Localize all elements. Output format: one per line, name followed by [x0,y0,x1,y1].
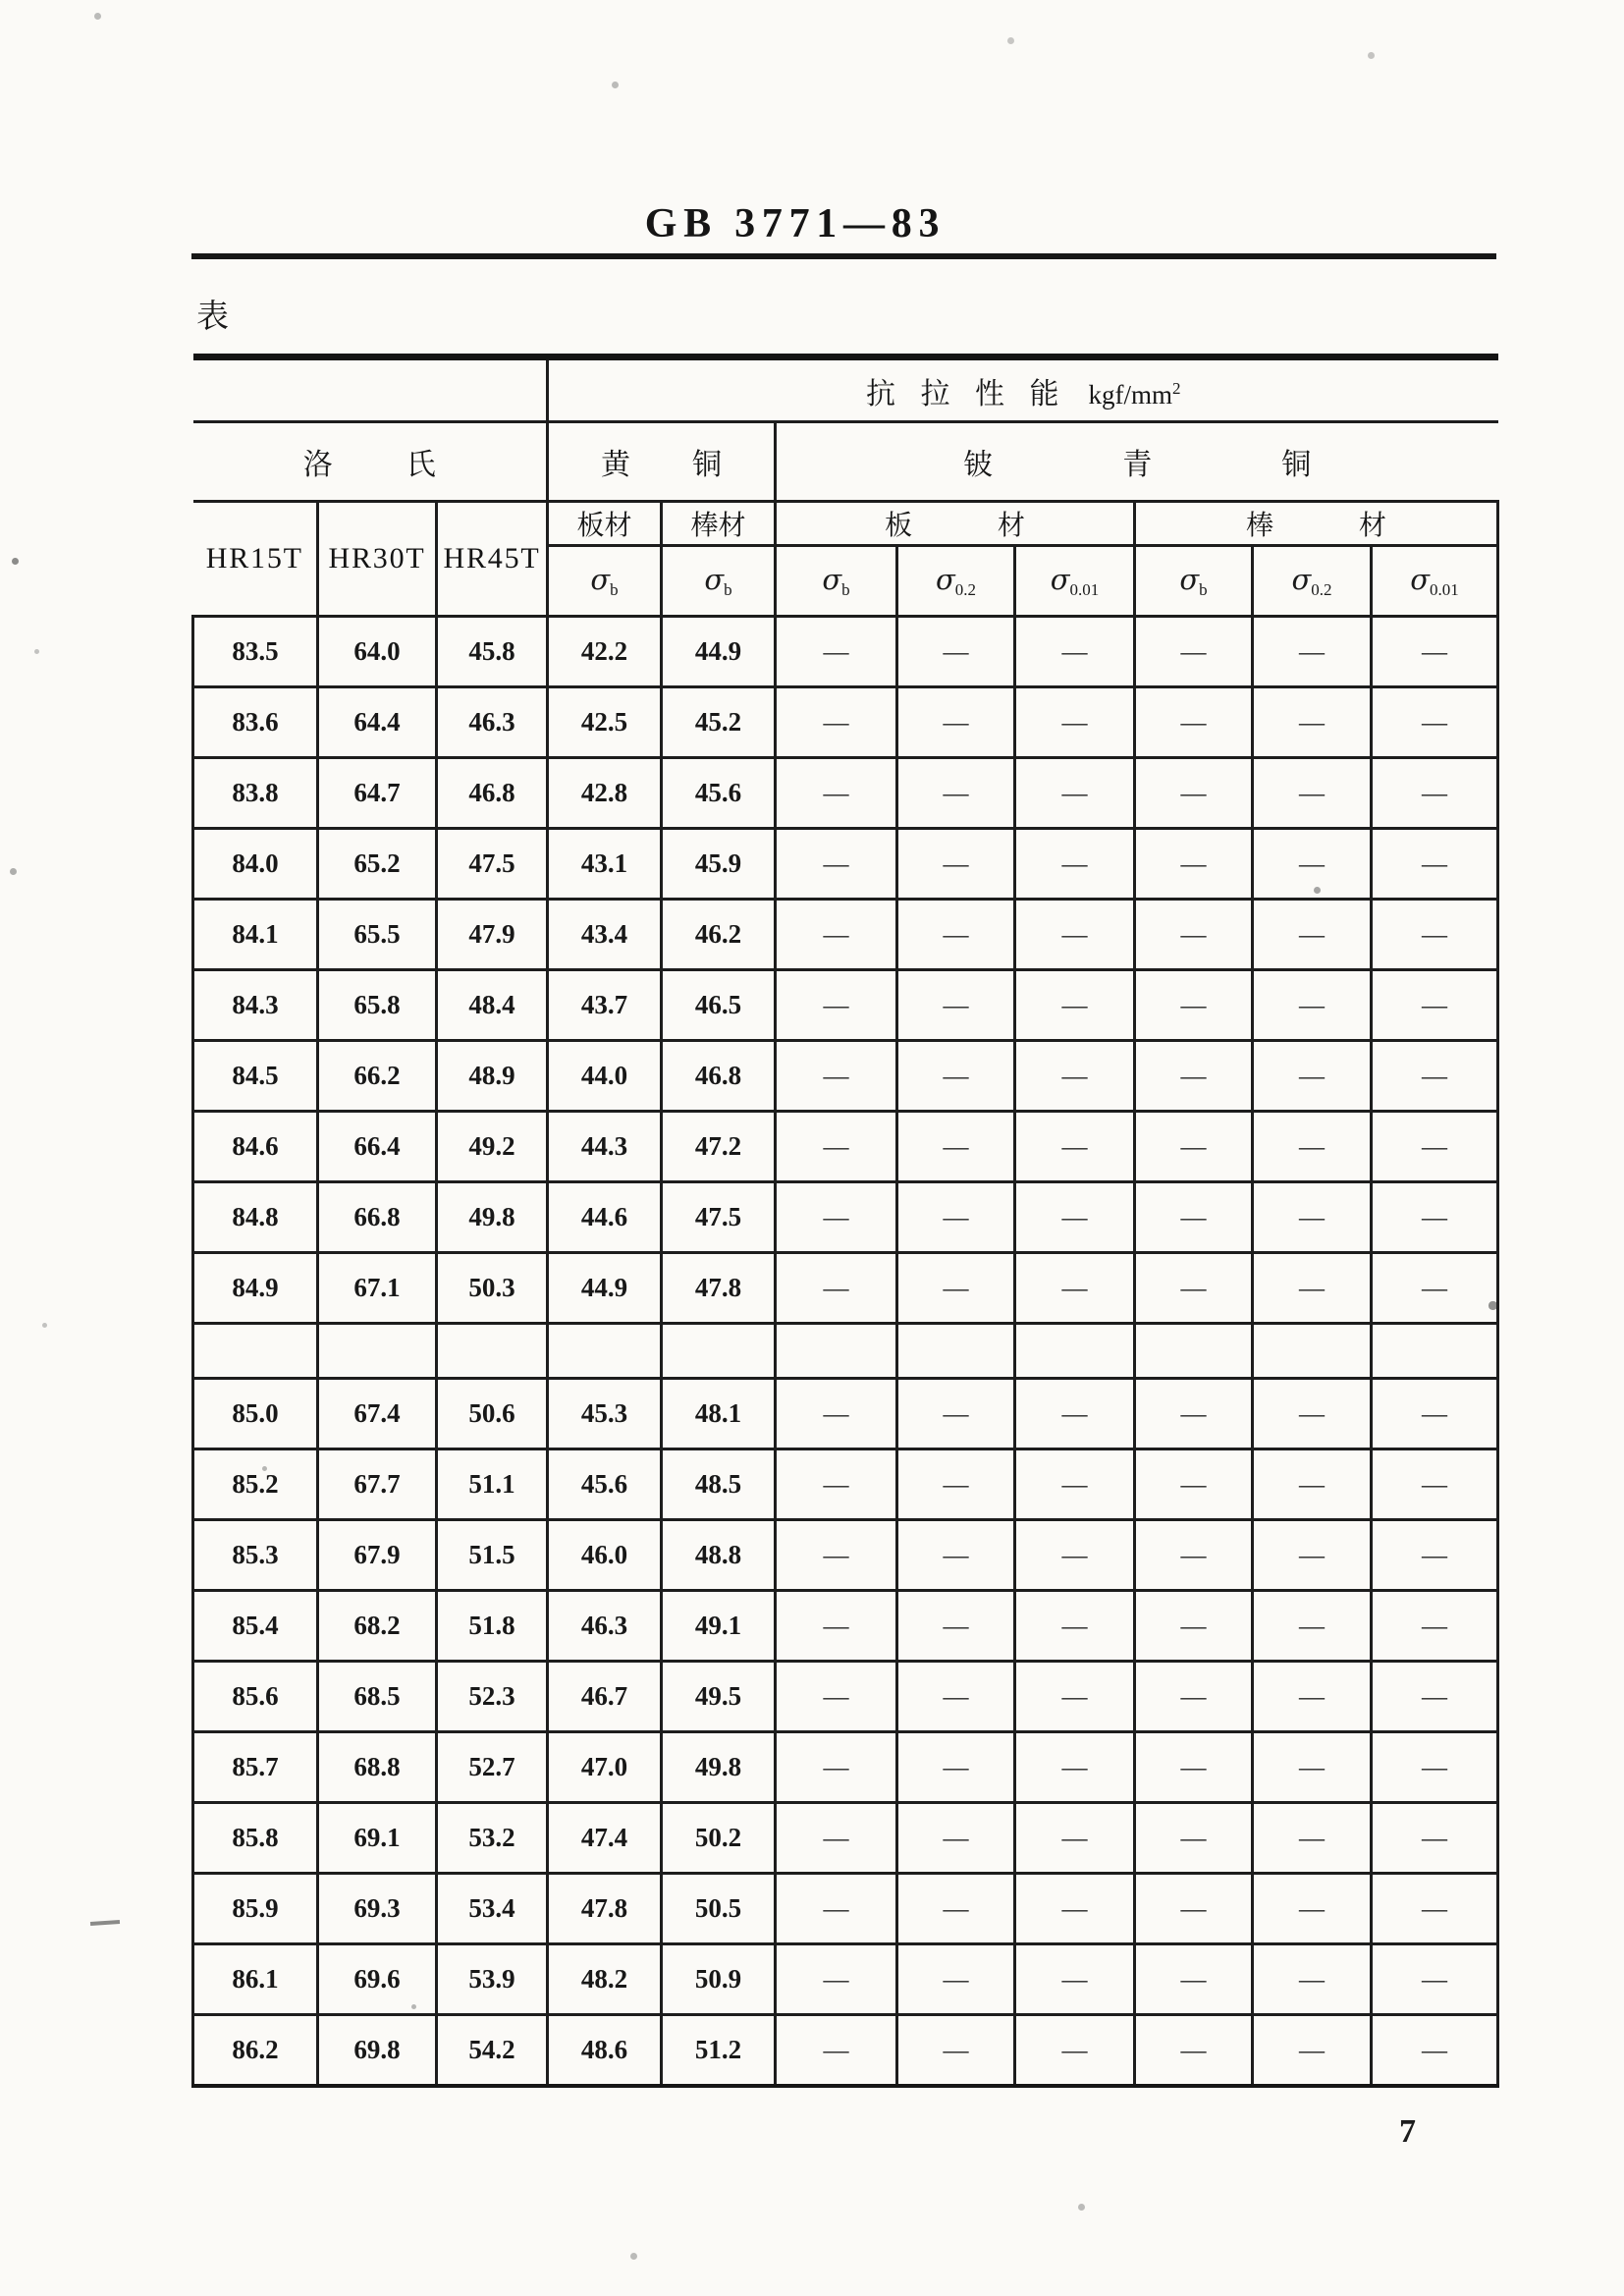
cell-hr30t: 69.3 [318,1874,437,1944]
cell-bronze-bar-sigma-b: — [1135,1662,1253,1732]
cell-brass-bar-sigma-b: 46.8 [662,1041,776,1112]
table-row [193,1182,1498,1253]
cell-brass-sheet-sigma-b: 46.3 [548,1591,662,1662]
cell-bronze-sheet-sigma-0-01: — [1015,1874,1135,1944]
table-body [193,617,1498,2087]
cell-bronze-bar-sigma-0-2: — [1253,1732,1372,1803]
cell-bronze-bar-sigma-0-01: — [1372,829,1498,900]
cell-bronze-bar-sigma-0-01: — [1372,1379,1498,1449]
cell-bronze-sheet-sigma-0-01: — [1015,1253,1135,1324]
cell-hr45t: 46.3 [437,687,548,758]
header-beryllium-bronze: 铍青铜 [776,422,1498,502]
cell-bronze-bar-sigma-0-2: — [1253,1520,1372,1591]
cell-bronze-sheet-sigma-b: — [776,1379,897,1449]
header-bronze-sheet: 板材 [776,502,1135,546]
cell-bronze-bar-sigma-b: — [1135,970,1253,1041]
cell-bronze-sheet-sigma-b: — [776,687,897,758]
cell-hr45t: 53.2 [437,1803,548,1874]
cell-brass-bar-sigma-b: 48.5 [662,1449,776,1520]
cell-empty [193,1324,318,1379]
cell-hr15t: 85.6 [193,1662,318,1732]
cell-hr45t: 47.9 [437,900,548,970]
table-row [193,1732,1498,1803]
cell-bronze-sheet-sigma-0-2: — [897,1874,1015,1944]
cell-bronze-sheet-sigma-b: — [776,970,897,1041]
cell-bronze-bar-sigma-0-2: — [1253,900,1372,970]
cell-hr15t: 84.6 [193,1112,318,1182]
cell-hr30t: 66.8 [318,1182,437,1253]
cell-bronze-sheet-sigma-0-2: — [897,617,1015,687]
cell-bronze-sheet-sigma-0-01: — [1015,1591,1135,1662]
cell-bronze-bar-sigma-b: — [1135,1182,1253,1253]
cell-bronze-bar-sigma-b: — [1135,1112,1253,1182]
cell-bronze-sheet-sigma-0-2: — [897,1041,1015,1112]
table-row [193,1253,1498,1324]
cell-empty [1015,1324,1135,1379]
cell-bronze-sheet-sigma-0-01: — [1015,1379,1135,1449]
cell-brass-sheet-sigma-b: 43.4 [548,900,662,970]
cell-bronze-bar-sigma-0-01: — [1372,1874,1498,1944]
header-brass-bar: 棒材 [662,502,776,546]
cell-bronze-bar-sigma-0-2: — [1253,1379,1372,1449]
cell-bronze-bar-sigma-0-2: — [1253,1591,1372,1662]
cell-bronze-sheet-sigma-0-2: — [897,829,1015,900]
cell-bronze-sheet-sigma-0-2: — [897,1112,1015,1182]
table-row [193,1379,1498,1449]
cell-bronze-sheet-sigma-0-2: — [897,1253,1015,1324]
cell-bronze-bar-sigma-b: — [1135,1253,1253,1324]
scan-noise [0,0,3,3]
cell-brass-sheet-sigma-b: 43.1 [548,829,662,900]
cell-hr15t: 84.5 [193,1041,318,1112]
cell-bronze-bar-sigma-0-01: — [1372,2015,1498,2087]
table-row [193,758,1498,829]
cell-hr15t: 85.2 [193,1449,318,1520]
cell-empty [1253,1324,1372,1379]
cell-empty [662,1324,776,1379]
cell-bronze-bar-sigma-b: — [1135,1449,1253,1520]
cell-bronze-bar-sigma-b: — [1135,617,1253,687]
cell-hr30t: 66.2 [318,1041,437,1112]
cell-hr15t: 83.8 [193,758,318,829]
cell-hr30t: 67.7 [318,1449,437,1520]
cell-bronze-bar-sigma-b: — [1135,758,1253,829]
cell-bronze-sheet-sigma-b: — [776,1803,897,1874]
cell-bronze-bar-sigma-0-2: — [1253,970,1372,1041]
table-row [193,1874,1498,1944]
cell-bronze-sheet-sigma-0-2: — [897,900,1015,970]
cell-hr45t: 49.2 [437,1112,548,1182]
cell-hr15t: 84.8 [193,1182,318,1253]
cell-bronze-sheet-sigma-0-01: — [1015,1182,1135,1253]
table-label: 表 [196,300,229,335]
cell-brass-sheet-sigma-b: 45.6 [548,1449,662,1520]
cell-hr30t: 67.4 [318,1379,437,1449]
cell-hr15t: 85.7 [193,1732,318,1803]
cell-bronze-sheet-sigma-b: — [776,900,897,970]
cell-hr30t: 69.8 [318,2015,437,2087]
cell-bronze-bar-sigma-0-2: — [1253,758,1372,829]
table-row [193,829,1498,900]
cell-empty [318,1324,437,1379]
page-title: GB 3771—83 [644,201,947,246]
cell-hr30t: 67.9 [318,1520,437,1591]
cell-bronze-sheet-sigma-0-01: — [1015,900,1135,970]
header-sigma-brass-bar-b: $\sigma_b$ [662,546,776,617]
cell-bronze-bar-sigma-0-01: — [1372,1253,1498,1324]
cell-bronze-bar-sigma-0-2: — [1253,617,1372,687]
cell-bronze-bar-sigma-0-01: — [1372,900,1498,970]
cell-bronze-sheet-sigma-0-2: — [897,1803,1015,1874]
cell-bronze-bar-sigma-0-2: — [1253,1182,1372,1253]
cell-empty [897,1324,1015,1379]
cell-empty [548,1324,662,1379]
cell-brass-bar-sigma-b: 50.2 [662,1803,776,1874]
cell-brass-sheet-sigma-b: 47.0 [548,1732,662,1803]
cell-brass-sheet-sigma-b: 45.3 [548,1379,662,1449]
cell-bronze-bar-sigma-0-01: — [1372,1112,1498,1182]
cell-brass-sheet-sigma-b: 42.8 [548,758,662,829]
cell-bronze-sheet-sigma-b: — [776,1944,897,2015]
cell-bronze-bar-sigma-0-2: — [1253,1803,1372,1874]
cell-hr30t: 67.1 [318,1253,437,1324]
cell-brass-sheet-sigma-b: 46.0 [548,1520,662,1591]
cell-bronze-bar-sigma-0-2: — [1253,687,1372,758]
header-row-2 [193,422,1498,502]
cell-hr15t: 85.0 [193,1379,318,1449]
cell-hr15t: 85.4 [193,1591,318,1662]
cell-bronze-sheet-sigma-b: — [776,829,897,900]
cell-bronze-sheet-sigma-0-01: — [1015,1803,1135,1874]
cell-hr15t: 85.8 [193,1803,318,1874]
header-sigma-bronze-bar-02: $\sigma_{0.2}$ [1253,546,1372,617]
cell-bronze-bar-sigma-0-01: — [1372,1944,1498,2015]
cell-bronze-bar-sigma-b: — [1135,829,1253,900]
cell-bronze-sheet-sigma-b: — [776,1520,897,1591]
cell-bronze-sheet-sigma-0-2: — [897,758,1015,829]
cell-hr45t: 52.7 [437,1732,548,1803]
cell-hr30t: 65.8 [318,970,437,1041]
cell-hr15t: 85.3 [193,1520,318,1591]
cell-hr45t: 48.4 [437,970,548,1041]
cell-bronze-sheet-sigma-0-2: — [897,1944,1015,2015]
cell-hr45t: 48.9 [437,1041,548,1112]
cell-brass-sheet-sigma-b: 47.4 [548,1803,662,1874]
cell-bronze-bar-sigma-b: — [1135,1944,1253,2015]
cell-bronze-bar-sigma-0-01: — [1372,1732,1498,1803]
cell-bronze-bar-sigma-0-01: — [1372,1182,1498,1253]
cell-hr30t: 66.4 [318,1112,437,1182]
header-empty-cell [193,357,548,422]
cell-hr30t: 64.0 [318,617,437,687]
cell-brass-sheet-sigma-b: 48.2 [548,1944,662,2015]
table-row [193,970,1498,1041]
cell-bronze-bar-sigma-b: — [1135,2015,1253,2087]
cell-hr45t: 49.8 [437,1182,548,1253]
table-row [193,1520,1498,1591]
cell-brass-sheet-sigma-b: 44.3 [548,1112,662,1182]
cell-bronze-sheet-sigma-0-01: — [1015,1520,1135,1591]
cell-bronze-bar-sigma-b: — [1135,1041,1253,1112]
cell-brass-bar-sigma-b: 46.5 [662,970,776,1041]
cell-brass-sheet-sigma-b: 44.6 [548,1182,662,1253]
cell-hr30t: 64.7 [318,758,437,829]
table-row [193,1662,1498,1732]
cell-brass-bar-sigma-b: 47.8 [662,1253,776,1324]
cell-brass-bar-sigma-b: 45.6 [662,758,776,829]
separator-row [193,1324,1498,1379]
cell-bronze-sheet-sigma-0-01: — [1015,1449,1135,1520]
cell-brass-bar-sigma-b: 45.2 [662,687,776,758]
cell-bronze-bar-sigma-0-01: — [1372,687,1498,758]
cell-bronze-sheet-sigma-0-01: — [1015,687,1135,758]
table-row [193,2015,1498,2087]
header-rockwell: 洛氏 [193,422,548,502]
cell-hr45t: 53.9 [437,1944,548,2015]
header-sigma-bronze-sheet-b: $\sigma_b$ [776,546,897,617]
table-row [193,687,1498,758]
cell-hr15t: 85.9 [193,1874,318,1944]
cell-hr15t: 84.1 [193,900,318,970]
cell-hr45t: 51.8 [437,1591,548,1662]
cell-hr45t: 47.5 [437,829,548,900]
cell-bronze-bar-sigma-b: — [1135,1591,1253,1662]
header-sigma-bronze-sheet-02: $\sigma_{0.2}$ [897,546,1015,617]
cell-hr15t: 84.3 [193,970,318,1041]
cell-bronze-sheet-sigma-0-2: — [897,687,1015,758]
cell-empty [437,1324,548,1379]
cell-brass-bar-sigma-b: 49.5 [662,1662,776,1732]
cell-brass-bar-sigma-b: 50.9 [662,1944,776,2015]
cell-bronze-bar-sigma-0-2: — [1253,1253,1372,1324]
cell-bronze-bar-sigma-0-01: — [1372,1041,1498,1112]
cell-bronze-bar-sigma-0-01: — [1372,1449,1498,1520]
cell-bronze-bar-sigma-b: — [1135,1803,1253,1874]
cell-bronze-sheet-sigma-b: — [776,617,897,687]
cell-bronze-sheet-sigma-b: — [776,1112,897,1182]
cell-bronze-sheet-sigma-0-01: — [1015,829,1135,900]
cell-bronze-bar-sigma-b: — [1135,1379,1253,1449]
cell-bronze-bar-sigma-0-01: — [1372,1662,1498,1732]
table-row [193,900,1498,970]
cell-bronze-sheet-sigma-0-01: — [1015,1944,1135,2015]
header-tensile-properties [548,357,1498,422]
header-brass-sheet: 板材 [548,502,662,546]
cell-brass-bar-sigma-b: 49.8 [662,1732,776,1803]
cell-hr30t: 64.4 [318,687,437,758]
table-row [193,1112,1498,1182]
header-hr30t: HR30T [318,502,437,617]
cell-brass-bar-sigma-b: 51.2 [662,2015,776,2087]
cell-hr30t: 68.2 [318,1591,437,1662]
cell-hr30t: 68.5 [318,1662,437,1732]
table-row [193,1041,1498,1112]
cell-hr45t: 46.8 [437,758,548,829]
cell-brass-bar-sigma-b: 47.5 [662,1182,776,1253]
cell-hr30t: 65.5 [318,900,437,970]
cell-bronze-sheet-sigma-b: — [776,758,897,829]
cell-hr30t: 69.1 [318,1803,437,1874]
title-rule [191,253,1496,259]
tensile-unit: kgf/$mm^2$ [1088,378,1181,410]
cell-hr15t: 83.5 [193,617,318,687]
cell-brass-sheet-sigma-b: 47.8 [548,1874,662,1944]
cell-brass-bar-sigma-b: 49.1 [662,1591,776,1662]
cell-hr45t: 54.2 [437,2015,548,2087]
cell-brass-sheet-sigma-b: 42.2 [548,617,662,687]
cell-bronze-sheet-sigma-0-01: — [1015,758,1135,829]
cell-bronze-sheet-sigma-0-2: — [897,1591,1015,1662]
cell-bronze-sheet-sigma-0-2: — [897,1449,1015,1520]
header-sigma-bronze-bar-001: $\sigma_{0.01}$ [1372,546,1498,617]
cell-bronze-bar-sigma-0-2: — [1253,1944,1372,2015]
cell-bronze-sheet-sigma-b: — [776,1874,897,1944]
table-row [193,1591,1498,1662]
cell-bronze-bar-sigma-0-2: — [1253,1874,1372,1944]
cell-bronze-sheet-sigma-0-2: — [897,1732,1015,1803]
cell-bronze-sheet-sigma-0-2: — [897,1182,1015,1253]
cell-brass-bar-sigma-b: 44.9 [662,617,776,687]
cell-hr45t: 52.3 [437,1662,548,1732]
cell-brass-sheet-sigma-b: 46.7 [548,1662,662,1732]
cell-hr45t: 50.6 [437,1379,548,1449]
cell-bronze-sheet-sigma-b: — [776,1591,897,1662]
header-hr15t: HR15T [193,502,318,617]
cell-bronze-bar-sigma-0-2: — [1253,2015,1372,2087]
cell-bronze-bar-sigma-0-01: — [1372,970,1498,1041]
cell-hr15t: 83.6 [193,687,318,758]
header-hr45t: HR45T [437,502,548,617]
cell-empty [776,1324,897,1379]
cell-hr45t: 45.8 [437,617,548,687]
cell-bronze-bar-sigma-b: — [1135,900,1253,970]
cell-bronze-sheet-sigma-b: — [776,1732,897,1803]
cell-bronze-sheet-sigma-0-2: — [897,1379,1015,1449]
cell-hr45t: 51.5 [437,1520,548,1591]
tensile-label: 抗拉性能 [866,377,1084,410]
cell-hr45t: 50.3 [437,1253,548,1324]
page-number: 7 [1399,2113,1416,2150]
cell-bronze-bar-sigma-b: — [1135,1874,1253,1944]
cell-brass-sheet-sigma-b: 48.6 [548,2015,662,2087]
cell-brass-bar-sigma-b: 50.5 [662,1874,776,1944]
table-row [193,1803,1498,1874]
cell-hr30t: 65.2 [318,829,437,900]
header-sigma-bronze-bar-b: $\sigma_b$ [1135,546,1253,617]
cell-bronze-bar-sigma-0-01: — [1372,1803,1498,1874]
cell-brass-bar-sigma-b: 48.1 [662,1379,776,1449]
cell-hr15t: 86.2 [193,2015,318,2087]
cell-bronze-sheet-sigma-0-01: — [1015,1732,1135,1803]
cell-brass-bar-sigma-b: 48.8 [662,1520,776,1591]
cell-bronze-bar-sigma-0-2: — [1253,829,1372,900]
cell-brass-sheet-sigma-b: 44.0 [548,1041,662,1112]
cell-bronze-bar-sigma-b: — [1135,687,1253,758]
cell-bronze-sheet-sigma-0-01: — [1015,1041,1135,1112]
cell-bronze-sheet-sigma-0-01: — [1015,970,1135,1041]
table-row [193,1449,1498,1520]
cell-hr30t: 69.6 [318,1944,437,2015]
cell-hr45t: 53.4 [437,1874,548,1944]
cell-bronze-bar-sigma-0-2: — [1253,1041,1372,1112]
cell-bronze-bar-sigma-0-01: — [1372,617,1498,687]
header-brass: 黄铜 [548,422,776,502]
cell-empty [1135,1324,1253,1379]
scan-artifact [90,1920,120,1926]
cell-bronze-bar-sigma-0-2: — [1253,1662,1372,1732]
cell-bronze-bar-sigma-0-01: — [1372,758,1498,829]
cell-bronze-sheet-sigma-0-01: — [1015,1112,1135,1182]
cell-hr30t: 68.8 [318,1732,437,1803]
cell-bronze-sheet-sigma-b: — [776,1182,897,1253]
cell-bronze-bar-sigma-b: — [1135,1520,1253,1591]
cell-bronze-bar-sigma-b: — [1135,1732,1253,1803]
cell-bronze-sheet-sigma-b: — [776,1449,897,1520]
cell-hr15t: 86.1 [193,1944,318,2015]
cell-hr45t: 51.1 [437,1449,548,1520]
cell-brass-bar-sigma-b: 46.2 [662,900,776,970]
hardness-conversion-table [191,354,1499,2088]
table-row [193,617,1498,687]
cell-bronze-sheet-sigma-b: — [776,1253,897,1324]
cell-bronze-sheet-sigma-b: — [776,2015,897,2087]
header-sigma-bronze-sheet-001: $\sigma_{0.01}$ [1015,546,1135,617]
cell-hr15t: 84.9 [193,1253,318,1324]
cell-bronze-sheet-sigma-0-01: — [1015,617,1135,687]
table-row [193,1944,1498,2015]
cell-bronze-bar-sigma-0-01: — [1372,1591,1498,1662]
cell-bronze-sheet-sigma-0-01: — [1015,1662,1135,1732]
cell-bronze-sheet-sigma-0-01: — [1015,2015,1135,2087]
cell-hr15t: 84.0 [193,829,318,900]
cell-brass-sheet-sigma-b: 43.7 [548,970,662,1041]
cell-brass-sheet-sigma-b: 44.9 [548,1253,662,1324]
cell-bronze-bar-sigma-0-2: — [1253,1449,1372,1520]
cell-bronze-sheet-sigma-b: — [776,1041,897,1112]
cell-empty [1372,1324,1498,1379]
cell-brass-bar-sigma-b: 45.9 [662,829,776,900]
cell-bronze-bar-sigma-0-01: — [1372,1520,1498,1591]
header-sigma-brass-sheet-b: $\sigma_b$ [548,546,662,617]
cell-bronze-sheet-sigma-0-2: — [897,2015,1015,2087]
header-bronze-bar: 棒材 [1135,502,1498,546]
cell-bronze-sheet-sigma-0-2: — [897,1520,1015,1591]
cell-bronze-sheet-sigma-0-2: — [897,970,1015,1041]
cell-brass-sheet-sigma-b: 42.5 [548,687,662,758]
header-row-1 [193,357,1498,422]
cell-brass-bar-sigma-b: 47.2 [662,1112,776,1182]
cell-bronze-sheet-sigma-b: — [776,1662,897,1732]
header-row-3 [193,502,1498,546]
cell-bronze-sheet-sigma-0-2: — [897,1662,1015,1732]
cell-bronze-bar-sigma-0-2: — [1253,1112,1372,1182]
